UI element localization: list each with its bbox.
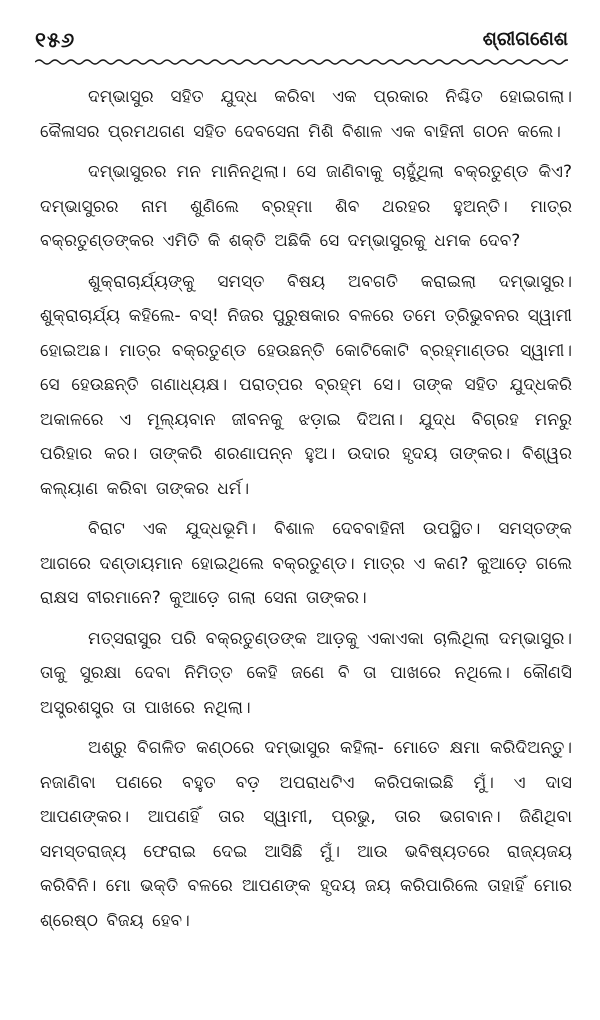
paragraph: ଅଶ୍ରୁ ବିଗଳିତ କଣ୍ଠରେ ଦମ୍ଭାସୁର କହିଲା- ମୋତେ କ୍ଷମା କରିଦିଅନ୍ତୁ। ନଜାଣିବା ପଣରେ ବହୁତ ବଡ଼ ଅପରାଧଟିଏ କରିପକାଇଛି ମୁଁ। ଏ ଦାସ ଆପଣଙ୍କର। ଆପଣହିଁ ତାର ସ୍ୱାମୀ, ପ୍ରଭୁ, ତାର ଭଗବାନ। ଜିଣିଥିବା ସମସ୍ତରାଜ୍ୟ ଫେରାଇ ଦେଇ ଆସିଛି ମୁଁ। ଆଉ ଭବିଷ୍ୟତରେ ରାଜ୍ୟଜୟ କରିବିନି। ମୋ ଭକ୍ତି ବଳରେ ଆପଣଙ୍କ ହୃଦୟ ଜୟ କରିପାରିଲେ ତାହାହିଁ ମୋର ଶ୍ରେଷ୍ଠ ବିଜୟ ହେବ।	[40, 738, 572, 931]
paragraph: ଶୁକ୍ରାଚାର୍ଯ୍ୟଙ୍କୁ ସମସ୍ତ ବିଷୟ ଅବଗତି କରାଇଲା ଦମ୍ଭାସୁର। ଶୁକ୍ରାଚାର୍ଯ୍ୟ କହିଲେ- ବସ୍! ନିଜର ପୁରୁଷକାର ବଳରେ ତମେ ତ୍ରିଭୁବନର ସ୍ୱାମୀ ହୋଇଅଛ। ମାତ୍ର ବକ୍ରତୁଣ୍ଡ ହେଉଛନ୍ତି କୋଟିକୋଟି ବ୍ରହ୍ମାଣ୍ଡର ସ୍ୱାମୀ। ସେ ହେଉଛନ୍ତି ଗଣାଧ୍ୟକ୍ଷ। ପରାତ୍ପର ବ୍ରହ୍ମ ସେ। ତାଙ୍କ ସହିତ ଯୁଦ୍ଧକରି ଅକାଳରେ ଏ ମୂଲ୍ୟବାନ ଜୀବନକୁ ଝଡ଼ାଇ ଦିଅନା। ଯୁଦ୍ଧ ବିଗ୍ରହ ମନରୁ ପରିହାର କର। ତାଙ୍କରି ଶରଣାପନ୍ନ ହୁଅ। ଉଦାର ହୃଦୟ ତାଙ୍କର। ବିଶ୍ୱର କଲ୍ୟାଣ କରିବା ତାଙ୍କର ଧର୍ମ।	[40, 271, 572, 499]
page-header	[35, 22, 568, 62]
page-number: ୧୫୬	[35, 28, 76, 52]
body-text	[40, 80, 572, 944]
running-head-title: ଶ୍ରୀଗଣେଶ	[482, 28, 568, 50]
paragraph: ଦମ୍ଭାସୁରର ମନ ମାନିନଥିଲା। ସେ ଜାଣିବାକୁ ଚାହୁଁଥିଲା ବକ୍ରତୁଣ୍ଡ କିଏ? ଦମ୍ଭାସୁରର ନାମ ଶୁଣିଲେ ବ୍ରହ୍ମା ଶିବ ଥରହର ହୁଅନ୍ତି। ମାତ୍ର ବକ୍ରତୁଣ୍ଡଙ୍କର ଏମିତି କି ଶକ୍ତି ଅଛିକି ସେ ଦମ୍ଭାସୁରକୁ ଧମକ ଦେବ?	[40, 162, 572, 251]
header-wavy-rule	[35, 58, 568, 66]
paragraph: ଦମ୍ଭାସୁର ସହିତ ଯୁଦ୍ଧ କରିବା ଏକ ପ୍ରକାର ନିଶ୍ଚିତ ହୋଇଗଲା। କୈଳାସର ପ୍ରମଥଗଣ ସହିତ ଦେବସେନା ମିଶି ବିଶାଳ ଏକ ବାହିନୀ ଗଠନ କଲେ।	[40, 87, 572, 142]
paragraph: ମତ୍ସରାସୁର ପରି ବକ୍ରତୁଣ୍ଡଙ୍କ ଆଡ଼କୁ ଏକାଏକା ଚାଲିଥିଲା ଦମ୍ଭାସୁର। ତାକୁ ସୁରକ୍ଷା ଦେବା ନିମିତ୍ତ କେହି ଜଣେ ବି ତା ପାଖରେ ନଥିଲେ। କୌଣସି ଅସ୍ତ୍ରଶସ୍ତ୍ର ତା ପାଖରେ ନଥିଲା।	[40, 628, 572, 718]
paragraph: ବିରାଟ ଏକ ଯୁଦ୍ଧଭୂମି। ବିଶାଳ ଦେବବାହିନୀ ଉପସ୍ଥିତ। ସମସ୍ତଙ୍କ ଆଗରେ ଦଣ୍ଡାୟମାନ ହୋଇଥିଲେ ବକ୍ରତୁଣ୍ଡ। ମାତ୍ର ଏ କଣ? କୁଆଡ଼େ ଗଲେ ରାକ୍ଷସ ବୀରମାନେ? କୁଆଡ଼େ ଗଲା ସେନା ତାଙ୍କର।	[40, 519, 572, 608]
